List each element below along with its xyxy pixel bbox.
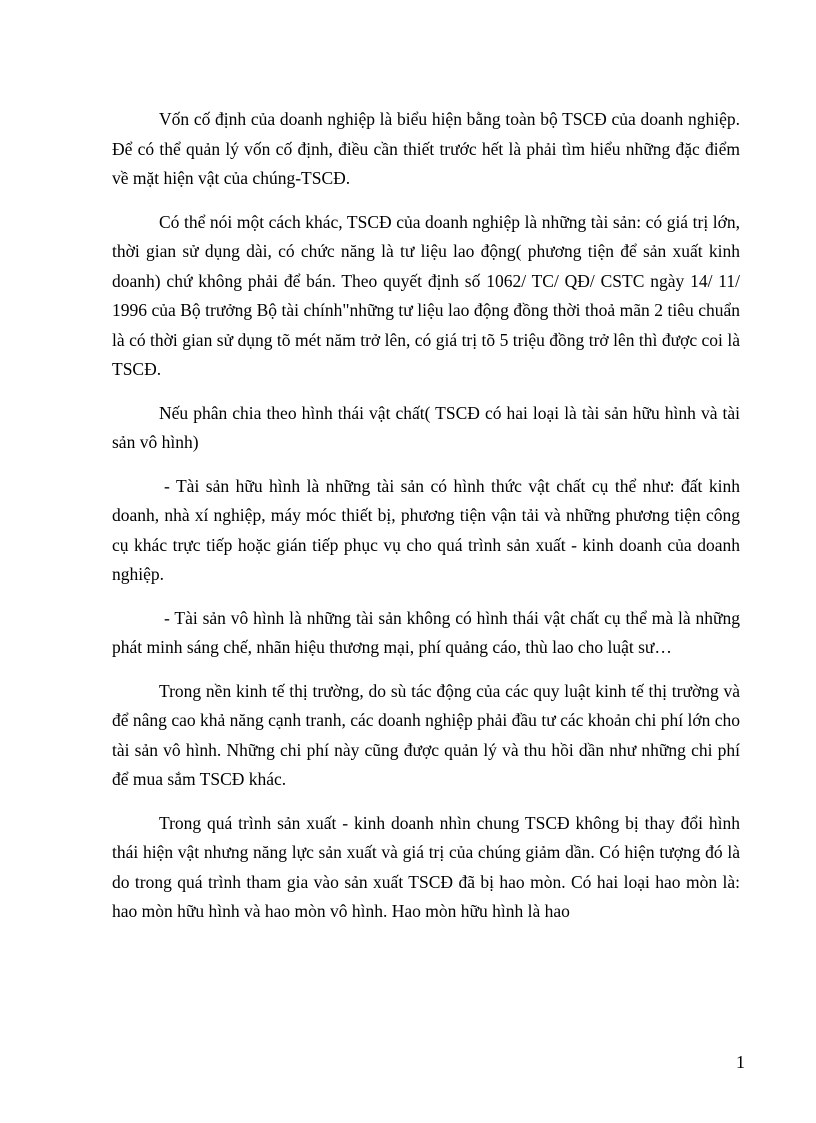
page-number: 1: [736, 1052, 745, 1072]
paragraph-depreciation: Trong quá trình sản xuất - kinh doanh nhìn chung TSCĐ không bị thay đổi hình thái hiện vật nhưng năng lực sản xuất và giá trị của chúng giảm dần. Có hiện tượng đó là do trong quá trình tham gia vào sản xuất TSCĐ đã bị hao mòn. Có hai loại hao mòn là: hao mòn hữu hình và hao mòn vô hình. Hao mòn hữu hình là hao: [112, 812, 740, 921]
paragraph-fixed-capital: Vốn cố định của doanh nghiệp là biểu hiện bằng toàn bộ TSCĐ của doanh nghiệp. Để có thể quản lý vốn cố định, điều cần thiết trước hết là phải tìm hiểu những đặc điểm về mặt hiện vật của chúng-TSCĐ.: [112, 109, 740, 188]
document-body: [112, 105, 740, 941]
paragraph-market-economy: Trong nền kinh tế thị trường, do sù tác động của các quy luật kinh tế thị trường và để nâng cao khả năng cạnh tranh, các doanh nghiệp phải đầu tư các khoản chi phí lớn cho tài sản vô hình. Những chi phí này cũng được quản lý và thu hồi dần như những chi phí để mua sắm TSCĐ khác.: [112, 680, 740, 789]
paragraph-tangible-assets: - Tài sản hữu hình là những tài sản có hình thức vật chất cụ thể như: đất kinh doanh, nhà xí nghiệp, máy móc thiết bị, phương tiện vận tải và những phương tiện công cụ khác trực tiếp hoặc gián tiếp phục vụ cho quá trình sản xuất - kinh doanh của doanh nghiệp.: [112, 475, 740, 584]
paragraph-classification: Nếu phân chia theo hình thái vật chất( TSCĐ có hai loại là tài sản hữu hình và tài sản vô hình): [112, 402, 740, 452]
paragraph-tscd-definition: Có thể nói một cách khác, TSCĐ của doanh nghiệp là những tài sản: có giá trị lớn, thời gian sử dụng dài, có chức năng là tư liệu lao động( phương tiện để sản xuất kinh doanh) chứ không phải để bán. Theo quyết định số 1062/ TC/ QĐ/ CSTC ngày 14/ 11/ 1996 của Bộ trưởng Bộ tài chính"những tư liệu lao động đồng thời thoả mãn 2 tiêu chuẩn là có thời gian sử dụng tõ mét năm trở lên, có giá trị tõ 5 triệu đồng trở lên thì được coi là TSCĐ.: [112, 211, 740, 379]
paragraph-intangible-assets: - Tài sản vô hình là những tài sản không có hình thái vật chất cụ thể mà là những phát minh sáng chế, nhãn hiệu thương mại, phí quảng cáo, thù lao cho luật sư…: [112, 607, 740, 657]
